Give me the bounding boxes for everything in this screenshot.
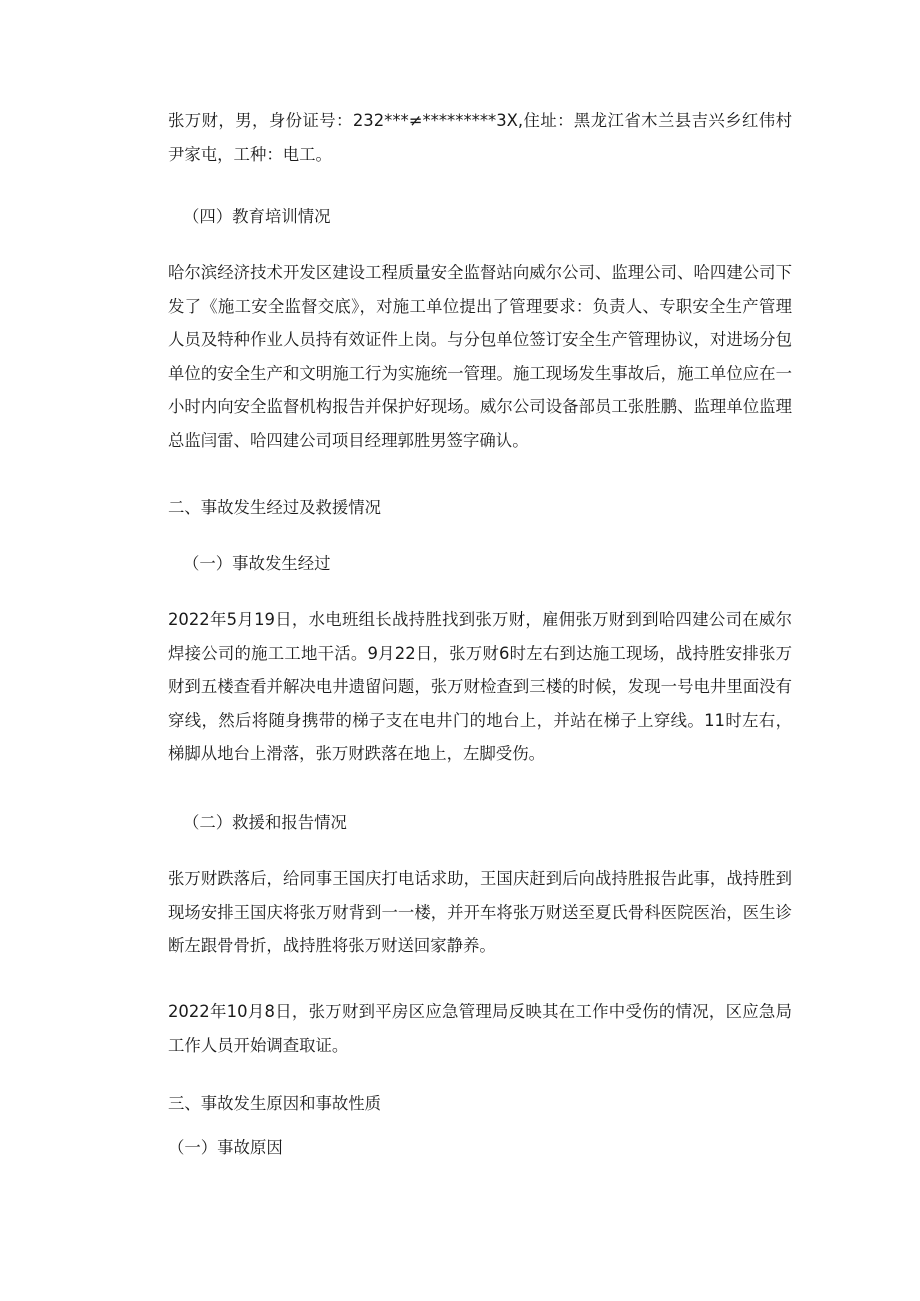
paragraph-occurrence: 2022年5月19日，水电班组长战持胜找到张万财，雇佣张万财到到哈四建公司在威尔焊接公司的施工工地干活。9月22日，张万财6时左右到达施工现场，战持胜安排张万财到五楼查看并解决电井遗留问题，张万财检查到三楼的时候，发现一号电井里面没有穿线，然后将随身携带的梯子支在电井门的地台上，并站在梯子上穿线。11时左右，梯脚从地台上滑落，张万财跌落在地上，左脚受伤。 [168,610,792,763]
heading-section-2: 二、事故发生经过及救援情况 [168,498,382,517]
heading-rescue: （二）救援和报告情况 [183,813,347,832]
paragraph-rescue: 张万财跌落后，给同事王国庆打电话求助，王国庆赶到后向战持胜报告此事，战持胜到现场安排王国庆将张万财背到一一楼，并开车将张万财送至夏氏骨科医院医治，医生诊断左跟骨骨折，战持胜将张万财送回家静养。 [168,869,792,955]
heading-occurrence: （一）事故发生经过 [183,554,331,573]
paragraph-training: 哈尔滨经济技术开发区建设工程质量安全监督站向威尔公司、监理公司、哈四建公司下发了《施工安全监督交底》，对施工单位提出了管理要求：负责人、专职安全生产管理人员及特种作业人员持有效证件上岗。与分包单位签订安全生产管理协议，对进场分包单位的安全生产和文明施工行为实施统一管理。施工现场发生事故后，施工单位应在一小时内向安全监督机构报告并保护好现场。威尔公司设备部员工张胜鹏、监理单位监理总监闫雷、哈四建公司项目经理郭胜男签字确认。 [168,263,792,450]
heading-section-3: 三、事故发生原因和事故性质 [168,1094,382,1113]
paragraph-report: 2022年10月8日，张万财到平房区应急管理局反映其在工作中受伤的情况，区应急局工作人员开始调查取证。 [168,1002,792,1055]
heading-training: （四）教育培训情况 [183,207,331,226]
heading-cause: （一）事故原因 [168,1138,283,1157]
paragraph-person-info: 张万财，男，身份证号：232***≠*********3X,住址：黑龙江省木兰县吉兴乡红伟村尹家屯，工种：电工。 [168,111,792,164]
